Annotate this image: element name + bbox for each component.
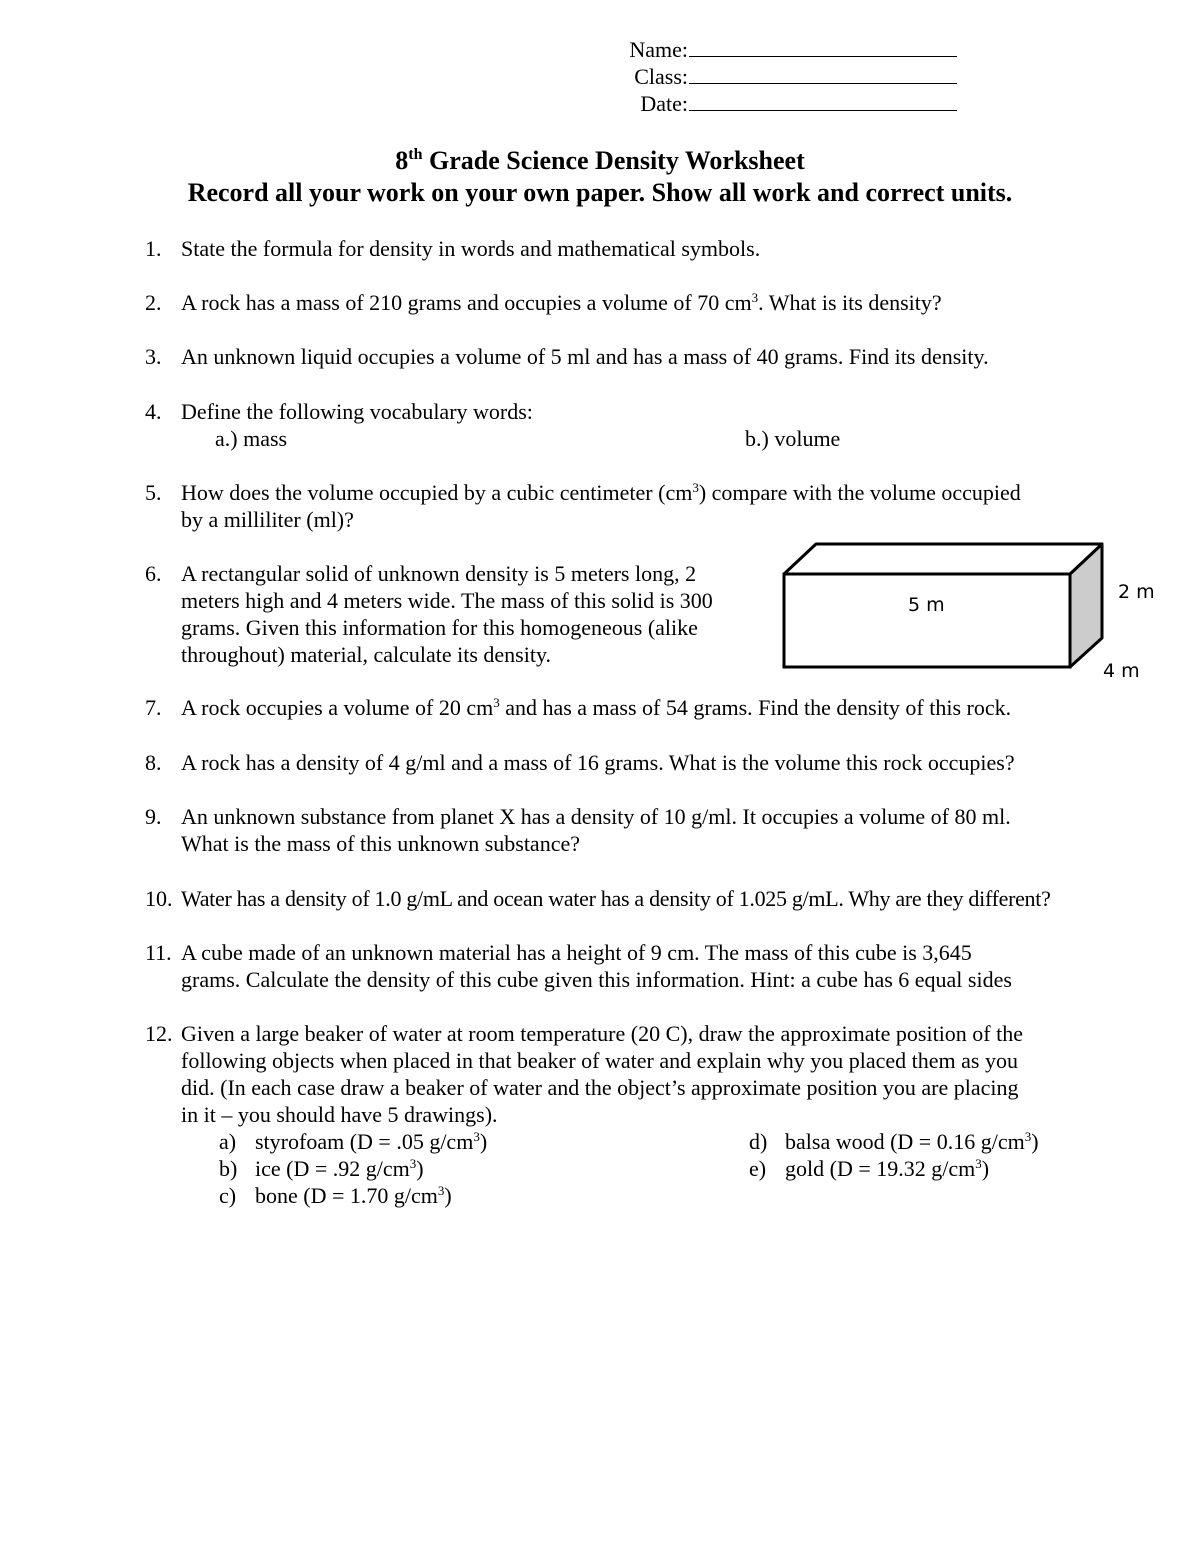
question-text-line: An unknown substance from planet X has a density of 10 g/ml. It occupies a volume of 80 ml. bbox=[181, 804, 1011, 829]
question-number: 10. bbox=[145, 886, 173, 911]
superscript: 3 bbox=[437, 1183, 445, 1198]
question-text-line: What is the mass of this unknown substance? bbox=[181, 831, 580, 856]
superscript: 3 bbox=[409, 1156, 417, 1171]
name-field bbox=[600, 36, 980, 63]
question-text-line: Given a large beaker of water at room temperature (20 C), draw the approximate position of the bbox=[181, 1021, 1024, 1046]
item-close: ) bbox=[1031, 1129, 1039, 1154]
title-main: Grade Science Density Worksheet bbox=[422, 146, 805, 175]
question-text-line: throughout) material, calculate its density. bbox=[181, 642, 552, 667]
superscript: 3 bbox=[692, 480, 699, 495]
date-field bbox=[600, 90, 980, 117]
length-label: 5 m bbox=[908, 594, 945, 616]
question-number: 6. bbox=[145, 561, 162, 586]
solid-front-face bbox=[784, 574, 1070, 667]
question-text-part: and has a mass of 54 grams. Find the density of this rock. bbox=[499, 695, 1012, 720]
question-text-line: A rectangular solid of unknown density is 5 meters long, 2 bbox=[181, 561, 697, 586]
width-label: 4 m bbox=[1103, 660, 1140, 682]
question-number: 9. bbox=[145, 804, 162, 829]
superscript: 3 bbox=[473, 1129, 480, 1144]
question-text-line: in it – you should have 5 drawings). bbox=[181, 1102, 498, 1127]
name-label: Name: bbox=[629, 37, 688, 62]
question-text-line: following objects when placed in that beaker of water and explain why you placed them as you bbox=[181, 1048, 1018, 1073]
class-label: Class: bbox=[634, 64, 688, 89]
list-item bbox=[219, 1155, 424, 1182]
question-text-line: meters high and 4 meters wide. The mass of this solid is 300 bbox=[181, 588, 713, 613]
height-label: 2 m bbox=[1118, 581, 1155, 603]
question-number: 8. bbox=[145, 750, 162, 775]
date-blank bbox=[689, 110, 957, 111]
question-text: Define the following vocabulary words: bbox=[181, 399, 533, 424]
question-text: State the formula for density in words and mathematical symbols. bbox=[181, 236, 761, 261]
superscript: 3 bbox=[751, 290, 759, 305]
question-text-part: How does the volume occupied by a cubic centimeter (cm bbox=[181, 480, 693, 505]
page-subtitle: Record all your work on your own paper. Show all work and correct units. bbox=[187, 178, 1013, 207]
vocab-item-mass: a.) mass bbox=[215, 426, 288, 451]
item-letter: d) bbox=[749, 1129, 768, 1154]
date-label: Date: bbox=[640, 91, 688, 116]
list-item bbox=[749, 1155, 989, 1182]
question-text-line: grams. Given this information for this homogeneous (alike bbox=[181, 615, 698, 640]
question-text bbox=[181, 479, 1021, 506]
list-item bbox=[219, 1182, 452, 1209]
item-letter: c) bbox=[219, 1183, 237, 1208]
class-field bbox=[600, 63, 980, 90]
class-blank bbox=[689, 83, 957, 84]
question-number: 11. bbox=[145, 940, 172, 965]
question-text: A rock has a density of 4 g/ml and a mass of 16 grams. What is the volume this rock occupies? bbox=[181, 750, 1015, 775]
question-text-part: A rock has a mass of 210 grams and occupies a volume of 70 cm bbox=[181, 290, 752, 315]
title-ordinal-suffix: th bbox=[408, 146, 423, 163]
vocab-item-volume: b.) volume bbox=[745, 426, 841, 451]
question-text-line: A cube made of an unknown material has a height of 9 cm. The mass of this cube is 3,645 bbox=[181, 940, 972, 965]
question-text-part: A rock occupies a volume of 20 cm bbox=[181, 695, 494, 720]
item-text: balsa wood (D = 0.16 g/cm bbox=[785, 1129, 1025, 1154]
question-number: 2. bbox=[145, 290, 162, 315]
question-number: 1. bbox=[145, 236, 162, 261]
item-letter: a) bbox=[219, 1129, 237, 1154]
name-blank bbox=[689, 56, 957, 57]
item-close: ) bbox=[479, 1129, 488, 1154]
question-number: 3. bbox=[145, 344, 162, 369]
question-text-line: by a milliliter (ml)? bbox=[181, 507, 354, 532]
item-letter: e) bbox=[749, 1156, 767, 1181]
superscript: 3 bbox=[493, 695, 500, 710]
superscript: 3 bbox=[975, 1156, 982, 1171]
item-letter: b) bbox=[219, 1156, 238, 1181]
item-close: ) bbox=[981, 1156, 990, 1181]
item-text: bone (D = 1.70 g/cm bbox=[255, 1183, 438, 1208]
question-text-line: grams. Calculate the density of this cube given this information. Hint: a cube has 6 equal sides bbox=[181, 967, 1012, 992]
question-number: 5. bbox=[145, 480, 162, 505]
item-text: styrofoam (D = .05 g/cm bbox=[255, 1129, 474, 1154]
item-close: ) bbox=[416, 1156, 424, 1181]
page-title bbox=[0, 146, 1200, 176]
question-text bbox=[181, 289, 942, 316]
question-text: Water has a density of 1.0 g/mL and ocean water has a density of 1.025 g/mL. Why are they different? bbox=[181, 886, 1051, 911]
question-text-part: ) compare with the volume occupied bbox=[698, 480, 1021, 505]
question-number: 12. bbox=[145, 1021, 173, 1046]
question-number: 4. bbox=[145, 399, 162, 424]
question-text bbox=[181, 694, 1011, 721]
title-ordinal: 8 bbox=[395, 146, 409, 175]
superscript: 3 bbox=[1024, 1129, 1032, 1144]
list-item bbox=[749, 1128, 1039, 1155]
item-text: ice (D = .92 g/cm bbox=[255, 1156, 410, 1181]
rectangular-solid-figure bbox=[778, 538, 1178, 688]
item-close: ) bbox=[444, 1183, 452, 1208]
question-text: An unknown liquid occupies a volume of 5 ml and has a mass of 40 grams. Find its density. bbox=[181, 344, 989, 369]
question-text-part: . What is its density? bbox=[758, 290, 942, 315]
question-text-line: did. (In each case draw a beaker of water and the object’s approximate position you are placing bbox=[181, 1075, 1019, 1100]
student-info bbox=[600, 36, 980, 117]
solid-top-face bbox=[784, 544, 1102, 574]
question-number: 7. bbox=[145, 695, 162, 720]
item-text: gold (D = 19.32 g/cm bbox=[785, 1156, 976, 1181]
list-item bbox=[219, 1128, 487, 1155]
